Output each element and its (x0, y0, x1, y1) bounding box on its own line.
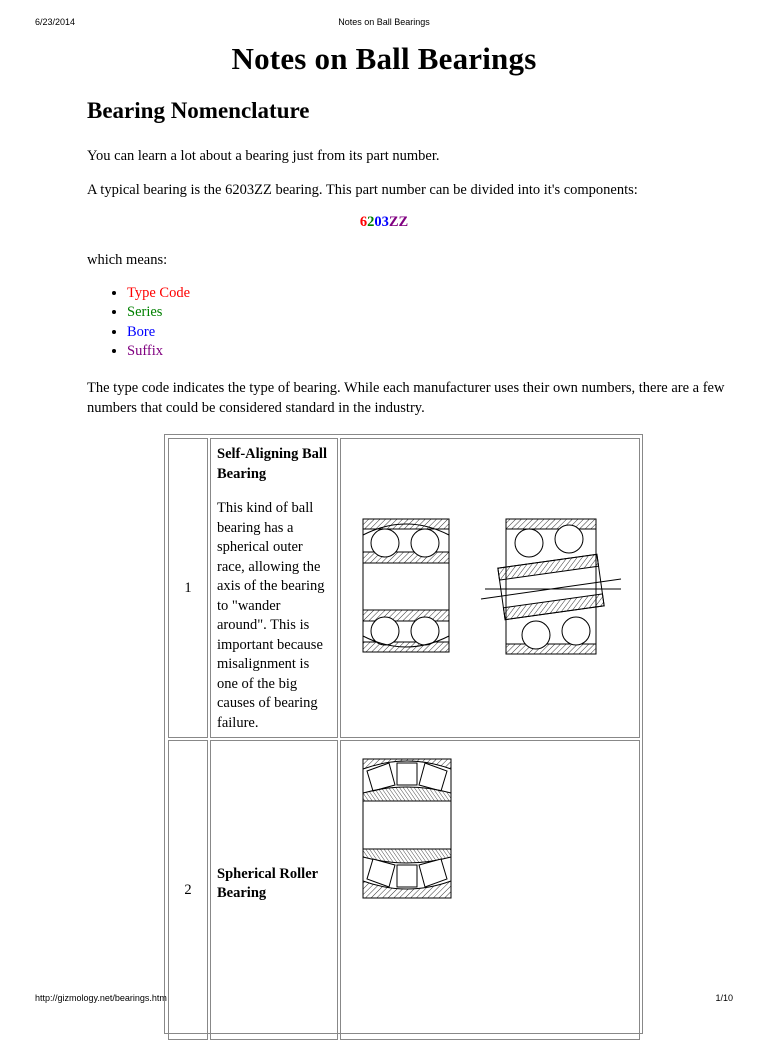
print-header (0, 17, 768, 33)
type-description (210, 438, 338, 738)
legend-item (127, 303, 190, 322)
self-aligning-bearing-diagram (341, 439, 641, 739)
print-footer (0, 993, 768, 1009)
example-paragraph: A typical bearing is the 6203ZZ bearing. This part number can be divided into it's components: (87, 182, 638, 198)
part-number (0, 214, 768, 231)
print-date: 6/23/2014 (35, 17, 76, 27)
section-heading: Bearing Nomenclature (87, 98, 310, 123)
intro-paragraph: You can learn a lot about a bearing just from its part number. (87, 148, 440, 164)
code-series: 2 (367, 214, 375, 230)
legend-label: Series (127, 304, 163, 321)
code-bore: 03 (374, 214, 389, 230)
legend-label: Suffix (127, 342, 163, 359)
type-title: Spherical Roller Bearing (217, 865, 318, 901)
legend-item (127, 342, 190, 361)
type-code-paragraph: The type code indicates the type of bearing. While each manufacturer uses their own numbers, there are a few numbers that could be considered standard in the industry. (87, 380, 725, 416)
print-title: Notes on Ball Bearings (338, 17, 430, 27)
type-title: Self-Aligning Ball Bearing (217, 446, 327, 482)
code-suffix: ZZ (388, 214, 409, 230)
type-number (168, 438, 208, 738)
which-means-text: which means: (87, 252, 168, 268)
print-page-number: 1/10 (715, 993, 733, 1003)
legend-label: Type Code (127, 285, 191, 301)
legend-item (127, 323, 190, 342)
type-number-text: 1 (184, 579, 192, 596)
page-title: Notes on Ball Bearings (231, 41, 537, 76)
type-body: This kind of ball bearing has a spherical outer race, allowing the axis of the bearing to "wander around". This is important because misalignment is one of the big causes of bearing failure. (217, 500, 325, 731)
legend-label: Bore (127, 323, 156, 340)
type-number-text: 2 (184, 881, 192, 898)
bearing-types-table (164, 434, 643, 1034)
type-figure (340, 438, 640, 738)
print-url: http://gizmology.net/bearings.htm (35, 993, 167, 1003)
legend-list (87, 284, 190, 361)
legend-item (127, 284, 190, 303)
code-type: 6 (359, 214, 368, 230)
